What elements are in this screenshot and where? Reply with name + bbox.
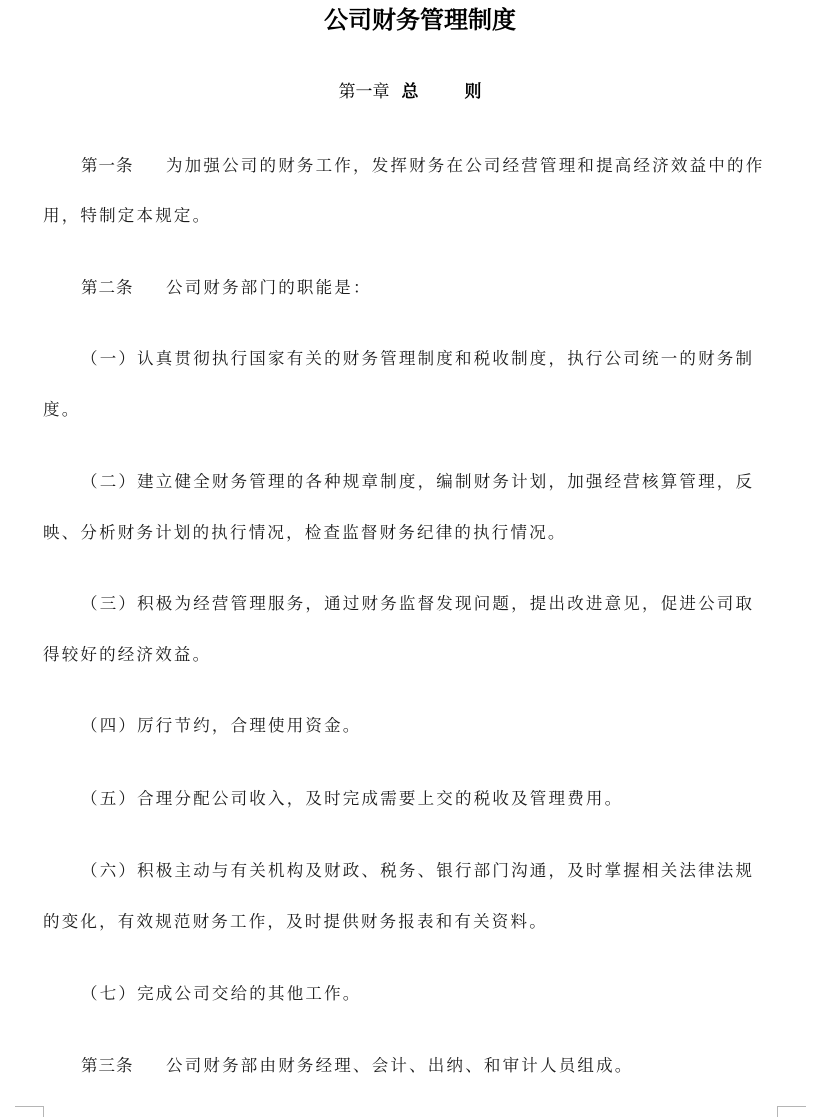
margin-corner-mark-left — [15, 1106, 44, 1117]
item-2-line-2: 映、分析财务计划的执行情况，检查监督财务纪律的执行情况。 — [43, 523, 567, 542]
item-6-line-1: （六）积极主动与有关机构及财政、税务、银行部门沟通，及时掌握相关法律法规 — [81, 861, 755, 880]
item-5-line-1: （五）合理分配公司收入，及时完成需要上交的税收及管理费用。 — [81, 789, 624, 808]
article-1-line-2: 用，特制定本规定。 — [43, 206, 212, 225]
document-title: 公司财务管理制度 — [324, 6, 516, 34]
article-text: 公司财务部由财务经理、会计、出纳、和审计人员组成。 — [166, 1056, 634, 1075]
article-label: 第一条 — [81, 156, 134, 175]
chapter-number: 第一章 — [338, 82, 390, 102]
article-label: 第二条 — [81, 278, 134, 297]
item-1-line-2: 度。 — [43, 400, 81, 419]
article-text: 公司财务部门的职能是： — [166, 278, 372, 297]
chapter-heading — [0, 78, 840, 106]
item-1-line-1: （一）认真贯彻执行国家有关的财务管理制度和税收制度，执行公司统一的财务制 — [81, 349, 755, 368]
article-2-line-1 — [81, 274, 821, 302]
margin-corner-mark-right — [777, 1106, 806, 1117]
item-2-line-1: （二）建立健全财务管理的各种规章制度，编制财务计划，加强经营核算管理，反 — [81, 472, 755, 491]
article-3-line-1 — [81, 1052, 821, 1080]
item-7-line-1: （七）完成公司交给的其他工作。 — [81, 984, 362, 1003]
chapter-name: 总 则 — [401, 82, 502, 102]
item-6-line-2: 的变化，有效规范财务工作，及时提供财务报表和有关资料。 — [43, 912, 548, 931]
article-text: 为加强公司的财务工作，发挥财务在公司经营管理和提高经济效益中的作 — [166, 156, 765, 175]
item-4-line-1: （四）厉行节约，合理使用资金。 — [81, 716, 362, 735]
article-label: 第三条 — [81, 1056, 134, 1075]
article-1-line-1 — [81, 152, 821, 180]
item-3-line-2: 得较好的经济效益。 — [43, 645, 212, 664]
item-3-line-1: （三）积极为经营管理服务，通过财务监督发现问题，提出改进意见，促进公司取 — [81, 594, 755, 613]
